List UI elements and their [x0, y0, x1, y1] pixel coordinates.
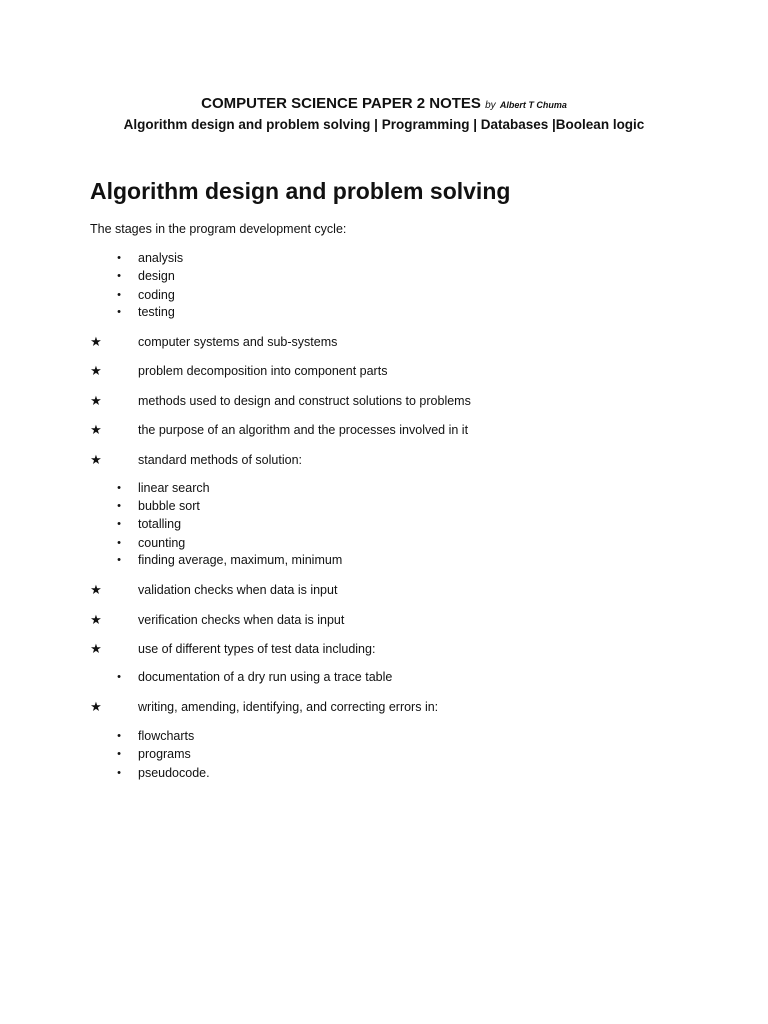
topic-text: writing, amending, identifying, and correcting errors in:: [138, 700, 439, 714]
document-title: COMPUTER SCIENCE PAPER 2 NOTES: [201, 95, 481, 112]
topic-text: verification checks when data is input: [138, 613, 345, 627]
list-item-text: testing: [138, 305, 175, 319]
star-icon: ★: [90, 363, 102, 378]
bullet-icon: •: [117, 730, 121, 742]
bullet-icon: •: [117, 671, 121, 683]
topic-text: use of different types of test data including:: [138, 642, 376, 656]
list-item-text: counting: [138, 536, 186, 550]
list-item-text: totalling: [138, 517, 182, 531]
document-subtitle: Algorithm design and problem solving | Programming | Databases |Boolean logic: [123, 117, 645, 132]
star-icon: ★: [90, 393, 102, 408]
bullet-icon: •: [117, 767, 121, 779]
star-icon: ★: [90, 334, 102, 349]
list-item-text: linear search: [138, 481, 210, 495]
list-item-text: finding average, maximum, minimum: [138, 553, 343, 567]
list-item-text: coding: [138, 288, 175, 302]
list-item-text: analysis: [138, 251, 184, 265]
star-icon: ★: [90, 641, 102, 656]
bullet-icon: •: [117, 252, 121, 264]
author-name: Albert T Chuma: [499, 100, 567, 110]
topic-text: standard methods of solution:: [138, 453, 302, 467]
list-item-text: flowcharts: [138, 729, 195, 743]
bullet-icon: •: [117, 518, 121, 530]
section-heading: Algorithm design and problem solving: [90, 178, 511, 204]
bullet-icon: •: [117, 270, 121, 282]
bullet-icon: •: [117, 482, 121, 494]
star-icon: ★: [90, 452, 102, 467]
list-item-text: documentation of a dry run using a trace table: [138, 670, 393, 684]
bullet-icon: •: [117, 748, 121, 760]
topic-text: methods used to design and construct solutions to problems: [138, 394, 471, 408]
star-icon: ★: [90, 699, 102, 714]
by-label: by: [485, 100, 496, 111]
topic-text: problem decomposition into component parts: [138, 364, 388, 378]
bullet-icon: •: [117, 537, 121, 549]
topic-text: computer systems and sub-systems: [138, 335, 338, 349]
document-header: [0, 95, 768, 112]
star-icon: ★: [90, 422, 102, 437]
list-item-text: pseudocode.: [138, 766, 210, 780]
list-item-text: bubble sort: [138, 499, 200, 513]
bullet-icon: •: [117, 289, 121, 301]
topic-text: validation checks when data is input: [138, 583, 338, 597]
bullet-icon: •: [117, 500, 121, 512]
star-icon: ★: [90, 612, 102, 627]
bullet-icon: •: [117, 554, 121, 566]
list-item-text: design: [138, 269, 175, 283]
intro-text: The stages in the program development cycle:: [90, 222, 347, 236]
topic-text: the purpose of an algorithm and the processes involved in it: [138, 423, 469, 437]
star-icon: ★: [90, 582, 102, 597]
list-item-text: programs: [138, 747, 191, 761]
bullet-icon: •: [117, 306, 121, 318]
